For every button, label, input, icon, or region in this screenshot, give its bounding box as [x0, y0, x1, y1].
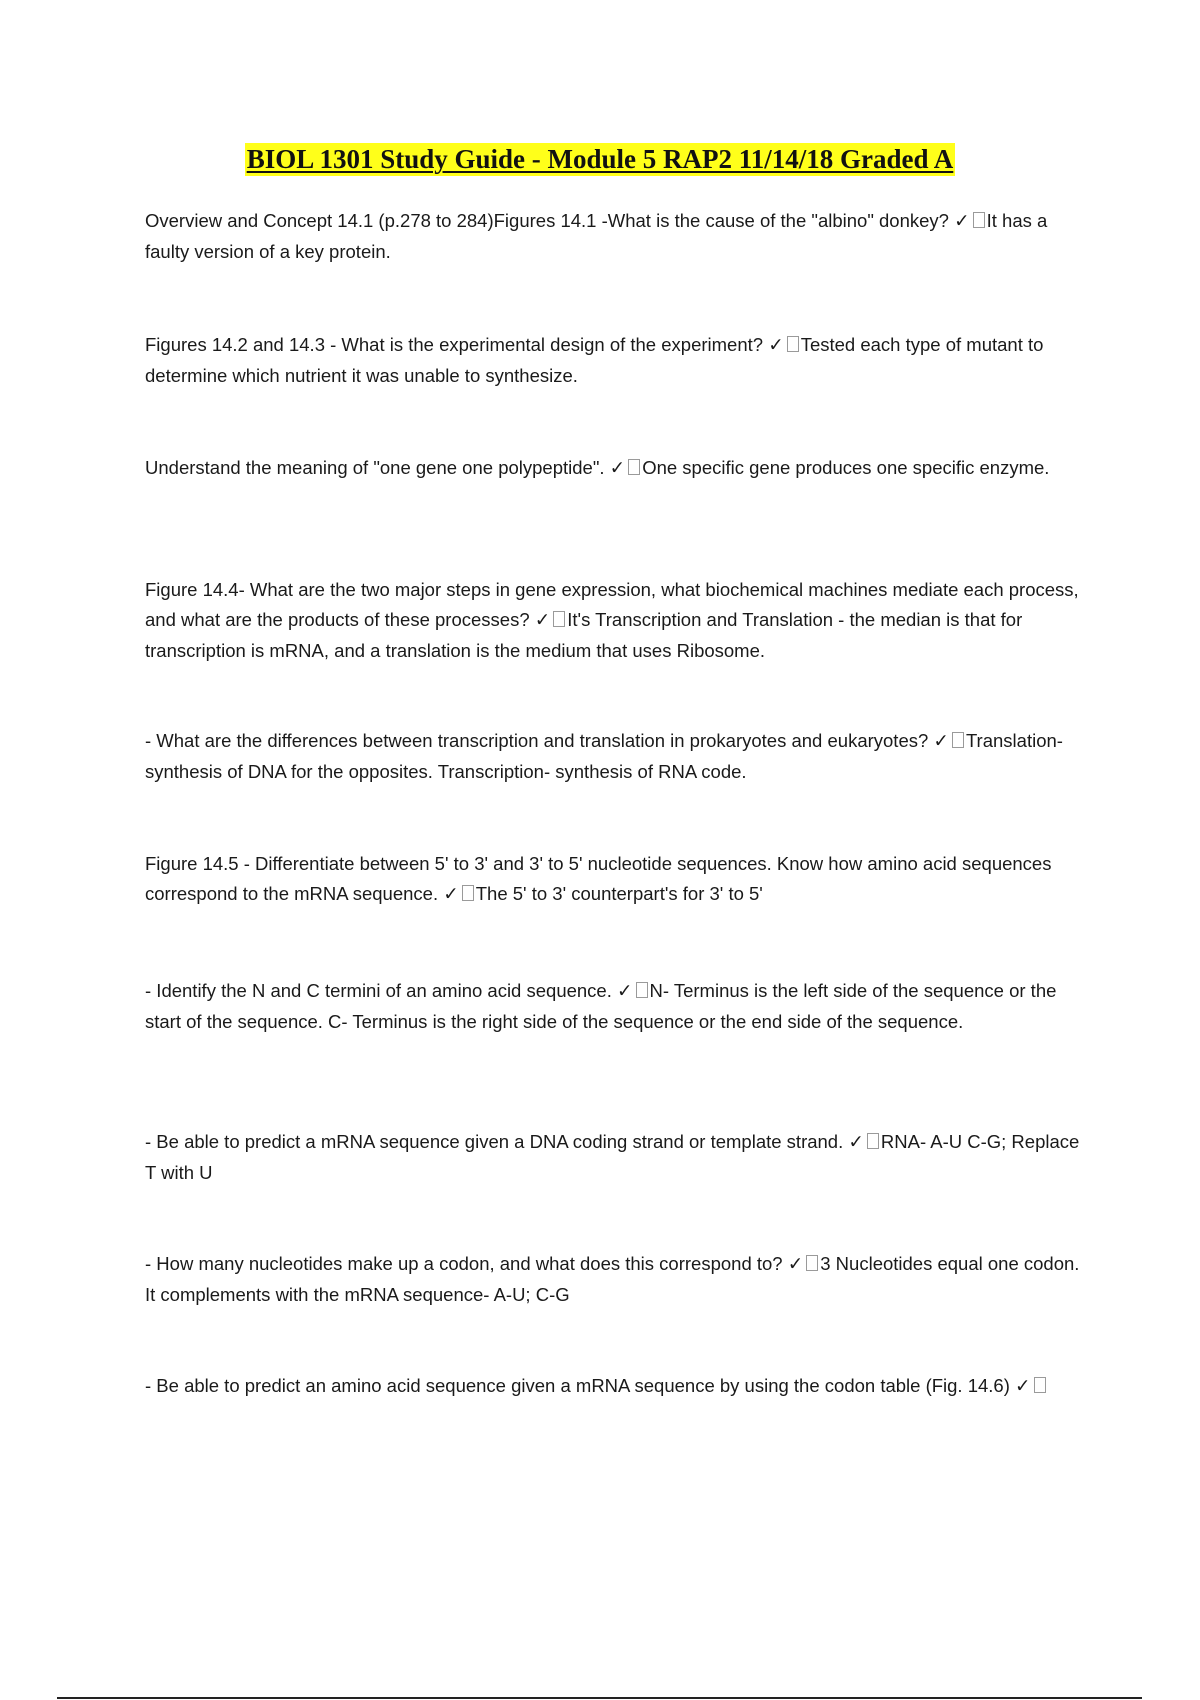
answer-text: Translation- synthesis of DNA for the opposites. Transcription- synthesis of RNA code. — [145, 730, 1063, 782]
question-text: Figure 14.4- What are the two major steps in gene expression, what biochemical machines mediate each process, and what are the products of these processes? — [145, 579, 1079, 630]
check-mark-icon: ✓ — [848, 1132, 864, 1153]
box-icon — [806, 1255, 818, 1271]
qa-item — [145, 1371, 1085, 1402]
question-text: Figure 14.5 - Differentiate between 5' to 3' and 3' to 5' nucleotide sequences. Know how amino acid sequences correspond to the mRNA sequence. — [145, 853, 1052, 904]
qa-item — [145, 453, 1085, 484]
check-mark-icon: ✓ — [617, 981, 633, 1002]
question-text: - Identify the N and C termini of an amino acid sequence. — [145, 980, 612, 1001]
answer-text: N- Terminus is the left side of the sequence or the start of the sequence. C- Terminus is the right side of the sequence or the end side of the sequence. — [145, 980, 1057, 1032]
answer-text: RNA- A-U C-G; Replace T with U — [145, 1131, 1080, 1183]
box-icon — [1034, 1377, 1046, 1393]
box-icon — [787, 336, 799, 352]
box-icon — [973, 212, 985, 228]
question-text: Understand the meaning of "one gene one polypeptide". — [145, 457, 605, 478]
box-icon — [867, 1133, 879, 1149]
question-text: - Be able to predict an amino acid sequence given a mRNA sequence by using the codon table (Fig. 14.6) — [145, 1375, 1010, 1396]
check-mark-icon: ✓ — [1015, 1376, 1031, 1397]
check-mark-icon: ✓ — [534, 610, 551, 631]
question-text: Overview and Concept 14.1 (p.278 to 284)Figures 14.1 -What is the cause of the "albino" donkey? — [145, 210, 949, 231]
qa-item — [145, 1127, 1085, 1188]
check-mark-icon: ✓ — [443, 884, 459, 905]
answer-text: Tested each type of mutant to determine which nutrient it was unable to synthesize. — [145, 334, 1044, 386]
question-text: Figures 14.2 and 14.3 - What is the experimental design of the experiment? — [145, 334, 764, 355]
question-text: - What are the differences between transcription and translation in prokaryotes and eukaryotes? — [145, 730, 929, 751]
check-mark-icon: ✓ — [787, 1254, 804, 1275]
check-mark-icon: ✓ — [768, 335, 784, 356]
question-text: - How many nucleotides make up a codon, and what does this correspond to? — [145, 1253, 783, 1274]
box-icon — [553, 611, 565, 627]
box-icon — [636, 982, 648, 998]
qa-item — [145, 849, 1085, 910]
answer-text: The 5' to 3' counterpart's for 3' to 5' — [475, 883, 763, 904]
title-container — [0, 143, 1200, 176]
qa-item — [145, 976, 1085, 1037]
box-icon — [462, 885, 474, 901]
document-title: BIOL 1301 Study Guide - Module 5 RAP2 11/14/18 Graded A — [246, 144, 954, 174]
box-icon — [628, 459, 640, 475]
answer-text: One specific gene produces one specific enzyme. — [642, 457, 1050, 478]
qa-item — [145, 330, 1085, 391]
answer-text: 3 Nucleotides equal one codon. It complements with the mRNA sequence- A-U; C-G — [145, 1253, 1080, 1305]
box-icon — [952, 732, 964, 748]
qa-item — [145, 575, 1085, 666]
qa-item — [145, 206, 1085, 267]
qa-item — [145, 726, 1085, 787]
footer-divider — [57, 1697, 1142, 1699]
qa-item — [145, 1249, 1085, 1310]
answer-text: It's Transcription and Translation - the median is that for transcription is mRNA, and a translation is the medium that uses Ribosome. — [145, 609, 1023, 661]
check-mark-icon: ✓ — [954, 211, 970, 232]
check-mark-icon: ✓ — [933, 731, 949, 752]
check-mark-icon: ✓ — [609, 458, 626, 479]
answer-text: It has a faulty version of a key protein. — [145, 210, 1048, 262]
question-text: - Be able to predict a mRNA sequence given a DNA coding strand or template strand. — [145, 1131, 844, 1152]
